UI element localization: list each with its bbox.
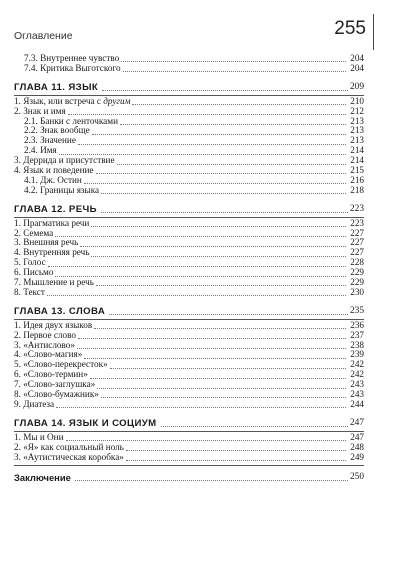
toc-entry-text: 2. «Я» как социальный ноль xyxy=(14,441,124,452)
toc-entry-page-number: 218 xyxy=(350,184,364,195)
section-rule xyxy=(14,465,364,466)
toc-entry[interactable] xyxy=(14,186,364,196)
toc-entry-page-number: 214 xyxy=(350,155,364,166)
toc-entry-text: 6. Письмо xyxy=(14,267,54,278)
toc-entry-text: 3. «Аутистическая коробка» xyxy=(14,451,124,462)
leader-dots xyxy=(90,377,346,379)
leader-dots xyxy=(78,337,346,339)
leader-dots xyxy=(120,123,346,125)
toc-entry-page-number: 237 xyxy=(350,329,364,340)
leader-dots xyxy=(101,211,348,213)
leader-dots xyxy=(110,367,346,369)
leader-dots xyxy=(121,60,346,62)
toc-entry-text: 4.2. Границы языка xyxy=(24,184,100,195)
leader-dots xyxy=(55,275,346,277)
leader-dots xyxy=(56,406,346,408)
toc-entry-text: 2. Семема xyxy=(14,227,54,238)
toc-entry[interactable] xyxy=(14,453,364,463)
toc-entry-page-number: 238 xyxy=(350,339,364,350)
toc-entry-page-number: 242 xyxy=(350,359,364,370)
leader-dots xyxy=(126,449,346,451)
toc-entry[interactable] xyxy=(14,248,364,258)
toc-entry-page-number: 249 xyxy=(350,451,364,462)
toc-entry-text: 4.1. Дж. Остин xyxy=(24,174,82,185)
toc-entry-label xyxy=(24,64,121,74)
toc-entry[interactable] xyxy=(14,97,364,107)
toc-entry[interactable] xyxy=(14,136,364,146)
toc-entry-text: 7. «Слово-заглушка» xyxy=(14,379,96,390)
leader-dots xyxy=(117,163,346,165)
toc-entry-text: 1. Идея двух языков xyxy=(14,319,93,330)
leader-dots xyxy=(132,103,346,105)
leader-dots xyxy=(102,89,348,91)
leader-dots xyxy=(77,347,346,349)
toc-entry-text: 9. Диатеза xyxy=(14,398,55,409)
toc-entry-page-number: 242 xyxy=(350,369,364,380)
toc-entry-label xyxy=(14,453,124,463)
chapter-title: ГЛАВА 14. ЯЗЫК И СОЦИУМ xyxy=(14,417,157,429)
leader-dots xyxy=(97,387,346,389)
toc-entry-page-number: 204 xyxy=(350,62,364,73)
toc-entry-page-number: 236 xyxy=(350,319,364,330)
toc-entry-text: 3. Деррида и присутствие xyxy=(14,155,115,166)
toc-entry[interactable] xyxy=(14,400,364,410)
chapter-title: ГЛАВА 11. ЯЗЫК xyxy=(14,81,99,93)
leader-dots xyxy=(109,313,348,315)
toc-entry-page-number: 248 xyxy=(350,441,364,452)
running-head: Оглавление xyxy=(14,30,73,42)
chapter-page-number: 209 xyxy=(349,81,364,92)
toc-entry-page-number: 214 xyxy=(350,145,364,156)
chapter-title: ГЛАВА 13. СЛОВА xyxy=(14,305,106,317)
toc-entry-page-number: 227 xyxy=(350,227,364,238)
chapter-rule xyxy=(14,431,364,432)
toc-entry-text: 4. Язык и поведение xyxy=(14,165,94,175)
toc-entry-page-number: 227 xyxy=(350,237,364,248)
toc-entry[interactable] xyxy=(14,390,364,400)
toc-entry-text: 2.1. Банки с ленточками xyxy=(24,115,118,126)
toc-entry[interactable] xyxy=(14,258,364,268)
leader-dots xyxy=(91,225,346,227)
toc-entry-page-number: 230 xyxy=(350,286,364,297)
toc-entry-page-number: 210 xyxy=(350,95,364,106)
conclusion-entry[interactable] xyxy=(14,471,364,483)
toc-entry-label xyxy=(24,186,99,196)
toc-entry-text: 2.4. Имя xyxy=(24,145,57,156)
toc-entry-text: 3. «Антислово» xyxy=(14,339,75,350)
leader-dots xyxy=(47,294,346,296)
leader-dots xyxy=(126,459,346,461)
leader-dots xyxy=(123,70,346,72)
toc-entry-page-number: 216 xyxy=(350,174,364,185)
toc-entry-page-number: 215 xyxy=(350,165,364,175)
toc-entry-page-number: 212 xyxy=(350,105,364,116)
leader-dots xyxy=(101,192,346,194)
toc-entry-page-number: 227 xyxy=(350,247,364,258)
chapter-heading[interactable] xyxy=(14,203,364,215)
toc-entry-italic-text: другим xyxy=(103,95,131,106)
toc-entry-text: 4. Внутренняя речь xyxy=(14,247,90,258)
conclusion-page-number: 250 xyxy=(349,471,364,482)
toc-entry[interactable] xyxy=(14,64,364,74)
toc-entry-label xyxy=(14,400,54,410)
toc-entry-page-number: 204 xyxy=(350,52,364,63)
toc-entry-page-number: 243 xyxy=(350,389,364,400)
page-header xyxy=(0,0,410,48)
leader-dots xyxy=(84,182,346,184)
toc-entry-text: 2. Первое слово xyxy=(14,329,76,340)
leader-dots xyxy=(161,425,348,427)
toc-entry-page-number: 223 xyxy=(350,217,364,228)
toc-entry-page-number: 228 xyxy=(350,257,364,268)
toc-entry-text: 5. Голос xyxy=(14,257,46,268)
leader-dots xyxy=(55,235,346,237)
toc-entry-text: 7. Мышление и речь xyxy=(14,277,94,288)
toc-entry[interactable] xyxy=(14,288,364,298)
leader-dots xyxy=(84,357,346,359)
leader-dots xyxy=(92,133,346,135)
toc-entry-page-number: 243 xyxy=(350,379,364,390)
chapter-page-number: 247 xyxy=(349,417,364,428)
toc-entry-text: 8. «Слово-бумажник» xyxy=(14,389,99,400)
toc-entry-text: 6. «Слово-термин» xyxy=(14,369,88,380)
toc-entry-page-number: 213 xyxy=(350,125,364,136)
toc-entry-text: 5. «Слово-перекресток» xyxy=(14,359,108,370)
toc-entry-page-number: 239 xyxy=(350,349,364,360)
table-of-contents xyxy=(14,54,364,483)
toc-entry-label xyxy=(14,288,45,298)
page-number: 255 xyxy=(334,18,366,39)
toc-entry-text: 2.3. Значение xyxy=(24,135,76,146)
toc-entry-page-number: 229 xyxy=(350,267,364,278)
toc-entry-text: 7.3. Внутреннее чувство xyxy=(24,52,120,63)
toc-entry-page-number: 229 xyxy=(350,277,364,288)
chapter-heading[interactable] xyxy=(14,81,364,93)
chapter-title: ГЛАВА 12. РЕЧЬ xyxy=(14,203,97,215)
toc-entry-text: 1. Язык, или встреча с xyxy=(14,95,104,106)
leader-dots xyxy=(75,479,348,481)
leader-dots xyxy=(94,327,346,329)
toc-entry-page-number: 213 xyxy=(350,115,364,126)
leader-dots xyxy=(48,265,346,267)
leader-dots xyxy=(96,172,346,174)
toc-entry-page-number: 213 xyxy=(350,135,364,146)
conclusion-title: Заключение xyxy=(14,471,71,483)
toc-entry-page-number: 244 xyxy=(350,398,364,409)
leader-dots xyxy=(80,245,346,247)
chapter-heading[interactable] xyxy=(14,417,364,429)
toc-entry[interactable] xyxy=(14,219,364,229)
chapter-page-number: 235 xyxy=(349,305,364,316)
toc-entry-text: 7.4. Критика Выготского xyxy=(24,62,121,73)
toc-entry[interactable] xyxy=(14,278,364,288)
toc-entry-text: 1. Прагматика речи xyxy=(14,217,90,228)
header-vertical-rule xyxy=(373,14,374,50)
toc-entry-page-number: 247 xyxy=(350,431,364,442)
toc-entry-text: 2.2. Знак вообще xyxy=(24,125,90,136)
chapter-heading[interactable] xyxy=(14,305,364,317)
leader-dots xyxy=(91,255,346,257)
toc-entry-text: 1. Мы и Они xyxy=(14,431,64,442)
toc-entry-text: 8. Текст xyxy=(14,286,45,297)
toc-entry-text: 2. Знак и имя xyxy=(14,105,66,116)
leader-dots xyxy=(96,284,346,286)
leader-dots xyxy=(101,396,346,398)
toc-entry-text: 3. Внешняя речь xyxy=(14,237,79,248)
toc-entry-text: 4. «Слово-магия» xyxy=(14,349,83,360)
leader-dots xyxy=(78,143,346,145)
chapter-page-number: 223 xyxy=(349,203,364,214)
